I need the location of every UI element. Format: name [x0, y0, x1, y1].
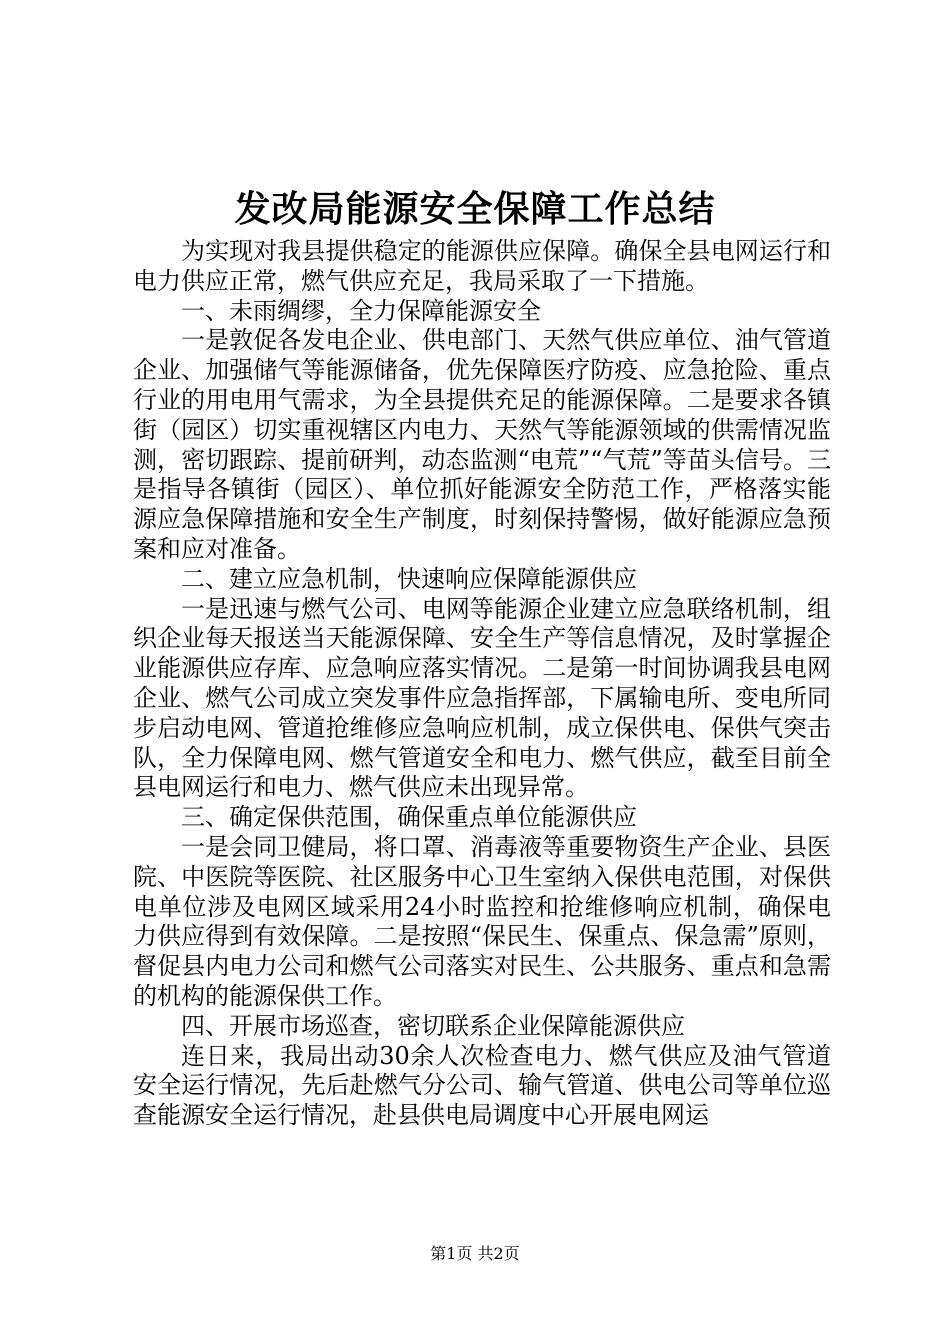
- intro-paragraph: 为实现对我县提供稳定的能源供应保障。确保全县电网运行和电力供应正常，燃气供应充足，我局采取了一下措施。: [133, 237, 831, 295]
- section-2-paragraph: 一是迅速与燃气公司、电网等能源企业建立应急联络机制，组织企业每天报送当天能源保障、安全生产等信息情况，及时掌握企业能源供应存库、应急响应落实情况。二是第一时间协调我县电网企业、燃气公司成立突发事件应急指挥部，下属输电所、变电所同步启动电网、管道抢维修应急响应机制，成立保供电、保供气突击队，全力保障电网、燃气管道安全和电力、燃气供应，截至目前全县电网运行和电力、燃气供应未出现异常。: [133, 594, 831, 802]
- section-4-paragraph: 连日来，我局出动30余人次检查电力、燃气供应及油气管道安全运行情况，先后赴燃气分公司、输气管道、供电公司等单位巡查能源安全运行情况，赴县供电局调度中心开展电网运: [133, 1041, 831, 1130]
- section-heading-3: 三、确定保供范围，确保重点单位能源供应: [181, 803, 637, 832]
- section-heading-2: 二、建立应急机制，快速响应保障能源供应: [181, 564, 637, 593]
- document-body: [133, 237, 831, 1131]
- page-number-footer: 第1页 共2页: [430, 1244, 520, 1263]
- section-1-paragraph: 一是敦促各发电企业、供电部门、天然气供应单位、油气管道企业、加强储气等能源储备，优先保障医疗防疫、应急抢险、重点行业的用电用气需求，为全县提供充足的能源保障。二是要求各镇街（园区）切实重视辖区内电力、天然气等能源领域的供需情况监测，密切跟踪、提前研判，动态监测“电荒”“气荒”等苗头信号。三是指导各镇街（园区）、单位抓好能源安全防范工作，严格落实能源应急保障措施和安全生产制度，时刻保持警惕，做好能源应急预案和应对准备。: [133, 326, 831, 563]
- section-3-paragraph: 一是会同卫健局，将口罩、消毒液等重要物资生产企业、县医院、中医院等医院、社区服务中心卫生室纳入保供电范围，对保供电单位涉及电网区域采用24小时监控和抢维修响应机制，确保电力供应得到有效保障。二是按照“保民生、保重点、保急需”原则，督促县内电力公司和燃气公司落实对民生、公共服务、重点和急需的机构的能源保供工作。: [133, 832, 831, 1010]
- section-heading-1: 一、未雨绸缪，全力保障能源安全: [181, 296, 541, 325]
- document-title: 发改局能源安全保障工作总结: [234, 189, 716, 230]
- section-heading-4: 四、开展市场巡查，密切联系企业保障能源供应: [181, 1011, 685, 1040]
